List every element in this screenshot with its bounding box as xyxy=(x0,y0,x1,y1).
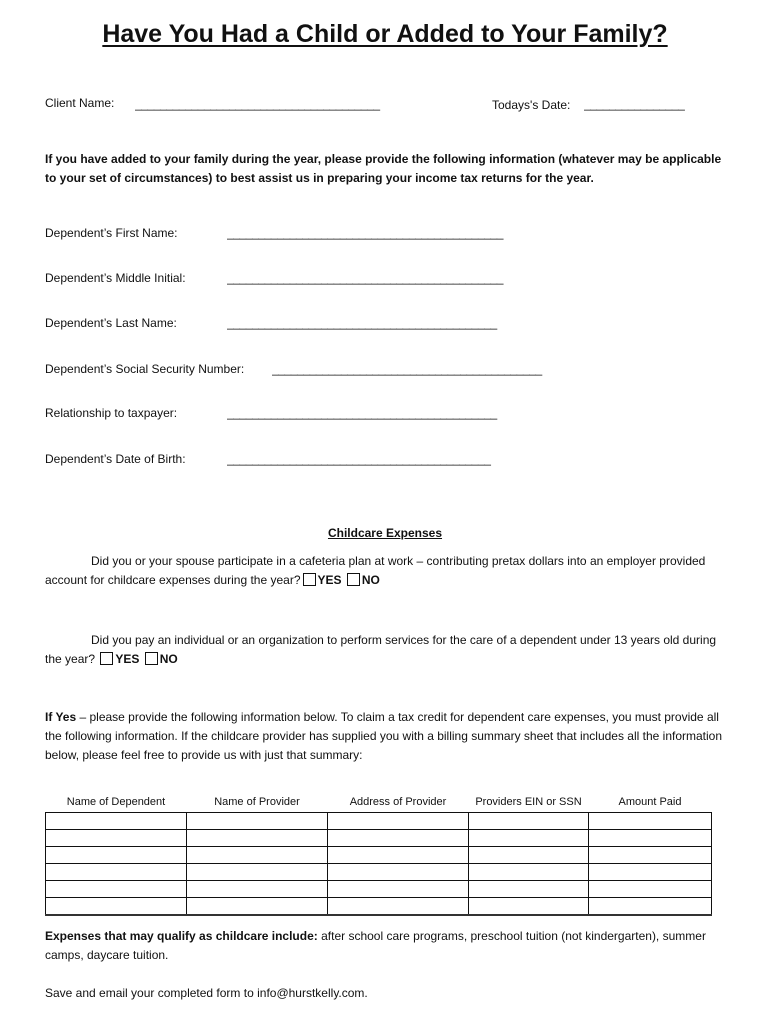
table-cell[interactable] xyxy=(469,864,589,881)
yes-label: YES xyxy=(317,573,342,587)
table-cell[interactable] xyxy=(589,881,712,898)
yes-label: YES xyxy=(115,652,140,666)
ssn-line[interactable]: ___________________________________________ xyxy=(272,362,542,376)
middle-initial-label: Dependent’s Middle Initial: xyxy=(45,271,186,285)
table-cell[interactable] xyxy=(469,830,589,847)
header-name-of-provider: Name of Provider xyxy=(187,794,328,813)
table-header-row xyxy=(46,794,712,813)
question-cafeteria-plan xyxy=(45,552,730,590)
yes-checkbox-cafeteria[interactable] xyxy=(303,573,316,586)
childcare-expenses-table xyxy=(45,794,712,916)
if-yes-paragraph xyxy=(45,708,725,765)
relationship-label: Relationship to taxpayer: xyxy=(45,406,178,420)
table-cell[interactable] xyxy=(46,813,187,830)
table-cell[interactable] xyxy=(187,881,328,898)
table-cell[interactable] xyxy=(589,847,712,864)
footer-email-note: Save and email your completed form to info@hurstkelly.com. xyxy=(45,986,368,1000)
client-name-label: Client Name: xyxy=(45,96,115,110)
table-row xyxy=(46,830,712,847)
table-cell[interactable] xyxy=(187,898,328,916)
table-row xyxy=(46,813,712,830)
table-cell[interactable] xyxy=(46,830,187,847)
no-label: NO xyxy=(361,573,380,587)
table-cell[interactable] xyxy=(46,881,187,898)
table-cell[interactable] xyxy=(469,898,589,916)
table-row xyxy=(46,881,712,898)
qualify-lead: Expenses that may qualify as childcare include: xyxy=(45,929,318,943)
if-yes-text: – please provide the following information below. To claim a tax credit for dependent care expenses, you must provide all the following information. If the childcare provider has supplied you with a billing summary sheet that includes all the information below, please feel free to provide us with just that summary: xyxy=(45,710,723,762)
table-cell[interactable] xyxy=(46,864,187,881)
childcare-heading: Childcare Expenses xyxy=(327,526,443,540)
table-cell[interactable] xyxy=(328,830,469,847)
table-cell[interactable] xyxy=(469,813,589,830)
middle-initial-line[interactable]: ____________________________________________ xyxy=(227,271,504,285)
table-cell[interactable] xyxy=(589,830,712,847)
date-label: Todays's Date: xyxy=(492,98,571,112)
table-cell[interactable] xyxy=(187,847,328,864)
table-row xyxy=(46,847,712,864)
header-name-of-dependent: Name of Dependent xyxy=(46,794,187,813)
table-cell[interactable] xyxy=(46,847,187,864)
table-cell[interactable] xyxy=(187,864,328,881)
last-name-label: Dependent’s Last Name: xyxy=(45,316,177,330)
if-yes-lead: If Yes xyxy=(45,710,77,724)
no-checkbox-cafeteria[interactable] xyxy=(347,573,360,586)
table-cell[interactable] xyxy=(328,881,469,898)
table-cell[interactable] xyxy=(469,881,589,898)
table-cell[interactable] xyxy=(46,898,187,916)
table-cell[interactable] xyxy=(328,847,469,864)
table-cell[interactable] xyxy=(187,813,328,830)
table-cell[interactable] xyxy=(328,813,469,830)
no-label: NO xyxy=(159,652,178,666)
last-name-line[interactable]: ___________________________________________ xyxy=(227,316,497,330)
header-amount-paid: Amount Paid xyxy=(589,794,712,813)
first-name-label: Dependent’s First Name: xyxy=(45,226,178,240)
table-cell[interactable] xyxy=(187,830,328,847)
first-name-line[interactable]: ____________________________________________ xyxy=(227,226,504,240)
question-dependent-care-text: Did you pay an individual or an organization to perform services for the care of a dependent under 13 years old during the year? xyxy=(45,633,717,666)
question-cafeteria-text: Did you or your spouse participate in a cafeteria plan at work – contributing pretax dollars into an employer provided account for childcare expenses during the year? xyxy=(45,554,706,587)
relationship-line[interactable]: ___________________________________________ xyxy=(227,406,497,420)
qualify-text: after school care programs, preschool tuition (not kindergarten), summer camps, daycare tuition. xyxy=(45,929,706,962)
table-cell[interactable] xyxy=(469,847,589,864)
question-dependent-care xyxy=(45,631,730,669)
table-row xyxy=(46,898,712,916)
table-row xyxy=(46,864,712,881)
header-provider-ein-ssn: Providers EIN or SSN xyxy=(469,794,589,813)
intro-text: If you have added to your family during the year, please provide the following information (whatever may be applicable to your set of circumstances) to best assist us in preparing your income tax returns for the year. xyxy=(45,152,722,185)
yes-checkbox-dependent-care[interactable] xyxy=(100,652,113,665)
table-cell[interactable] xyxy=(589,864,712,881)
qualifying-expenses-paragraph xyxy=(45,927,725,965)
table-cell[interactable] xyxy=(328,898,469,916)
table-cell[interactable] xyxy=(589,898,712,916)
table-cell[interactable] xyxy=(328,864,469,881)
dob-line[interactable]: __________________________________________ xyxy=(227,452,491,466)
ssn-label: Dependent’s Social Security Number: xyxy=(45,362,245,376)
header-address-of-provider: Address of Provider xyxy=(328,794,469,813)
dob-label: Dependent’s Date of Birth: xyxy=(45,452,186,466)
date-line[interactable]: ________________ xyxy=(584,97,685,111)
page-title: Have You Had a Child or Added to Your Family? xyxy=(102,20,668,48)
client-name-line[interactable]: _______________________________________ xyxy=(135,97,380,111)
no-checkbox-dependent-care[interactable] xyxy=(145,652,158,665)
table-cell[interactable] xyxy=(589,813,712,830)
